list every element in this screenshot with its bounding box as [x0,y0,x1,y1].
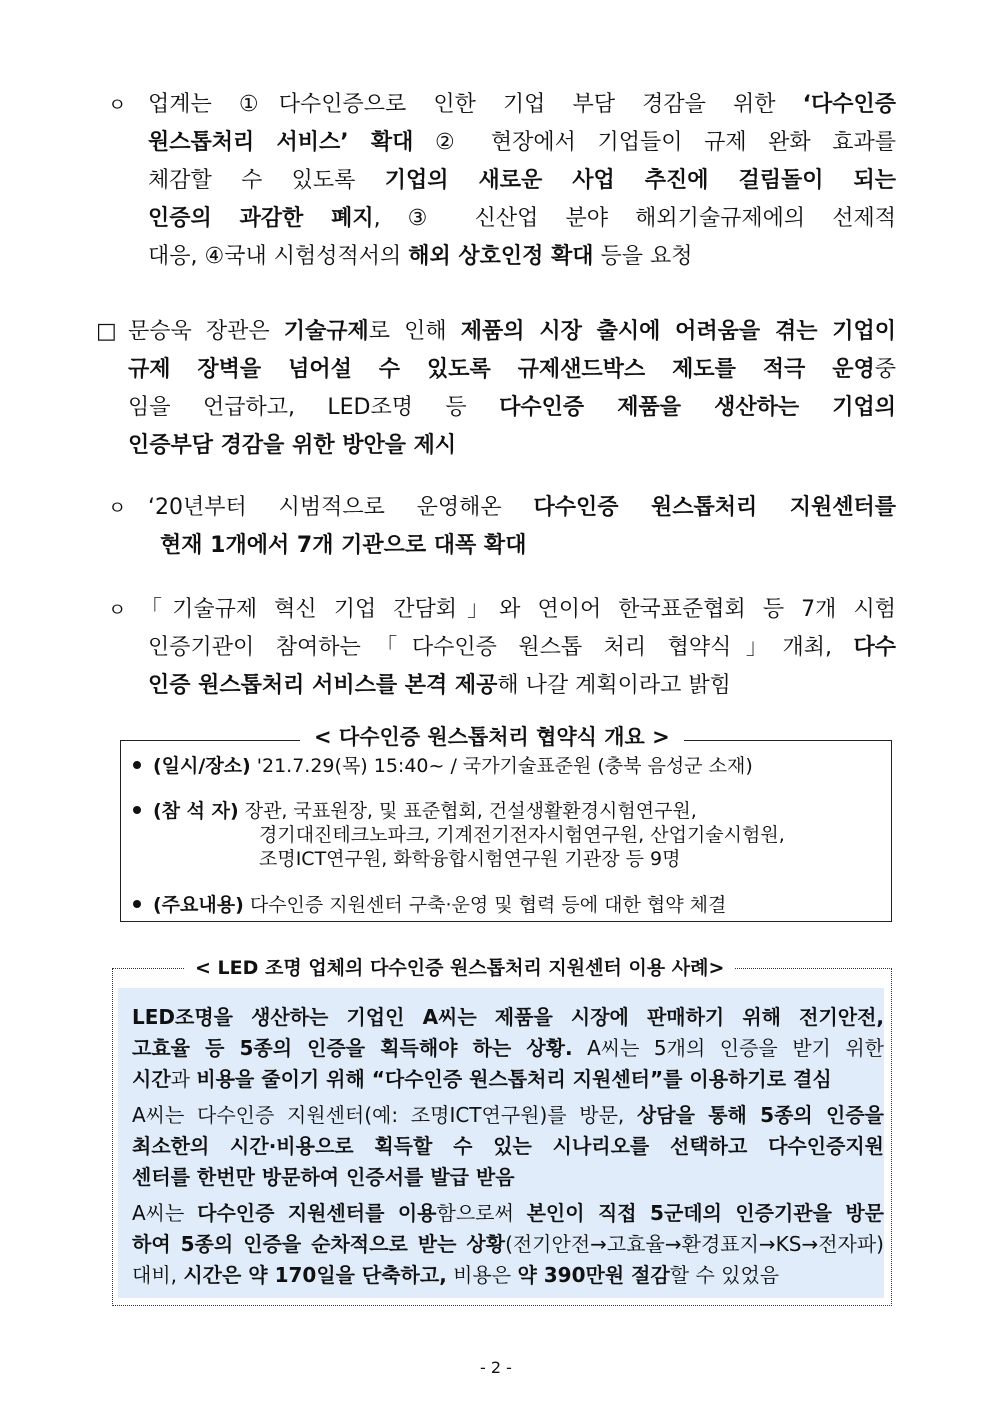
bold-text: 비용을 줄이기 위해 “다수인증 원스톱처리 지원센터”를 이용하기로 결심 [196,1067,832,1091]
page-number: - 2 - [480,1358,512,1377]
text-run: 대비, [132,1263,184,1287]
text-line [140,591,896,629]
bold-text: 약 390만원 절감 [517,1263,670,1287]
text-line [148,527,896,565]
text-run: 과 [170,1067,197,1091]
case-paragraph-1 [132,1002,884,1095]
text-line [132,1162,884,1193]
ceremony-overview-box [120,740,892,922]
bold-text: 기술규제 [283,319,369,344]
text-line [132,1100,884,1131]
overview-attendees-continued: 경기대진테크노파크, 기계전기전자시험연구원, 산업기술시험원, [259,824,785,846]
text-line [148,162,896,200]
overview-row-date-place [131,754,753,778]
text-line [132,1033,884,1064]
bold-text: 고효율 등 5종의 인증을 획득해야 하는 상황. [132,1036,573,1060]
bold-text: 본인이 직접 5군데의 인증기관을 방문 [526,1201,884,1225]
bold-text: ‘다수인증 [802,92,896,117]
text-line [148,238,896,276]
text-line [132,1002,884,1033]
bullet-dot-icon [133,900,141,908]
text-run: 해 나갈 계획이라고 밝힘 [497,673,731,698]
overview-row-attendees [131,799,697,823]
bold-text: 기업의 새로운 사업 추진에 걸림돌이 되는 [384,168,896,193]
text-line [132,1229,884,1260]
text-run: 비용은 [446,1263,518,1287]
text-line [128,389,896,427]
bold-text: 다수 [853,635,896,660]
bold-text: 다수인증 지원센터를 이용 [197,1201,437,1225]
section2-paragraph [128,351,896,465]
overview-label: (참 석 자) [153,800,239,822]
text-line [148,200,896,238]
text-line [140,667,896,705]
bold-text: 인증의 과감한 폐지 [148,206,374,231]
text-run: (전기안전→고효율→환경표지→KS→전자파) [505,1232,884,1256]
text-run: 인증기관이 참여하는「다수인증 원스톱 처리 협약식」개최, [148,635,854,660]
text-line [148,489,896,527]
bold-text: LED조명을 생산하는 기업인 A씨는 제품을 시장에 판매하기 위해 전기안전, [132,1005,884,1029]
bold-text: 시간은 약 170일을 단축하고, [183,1263,447,1287]
led-case-title: < LED 조명 업체의 다수인증 원스톱처리 지원센터 이용 사례> [185,955,734,981]
bullet-dot-icon [133,761,141,769]
text-run: 문승욱 장관은 [128,319,284,344]
text-line [132,1064,884,1095]
text-run: 중 [874,357,896,382]
text-line [148,124,896,162]
section1-paragraph [148,86,896,276]
section2-first-line [128,313,896,351]
section4-bullet: ㅇ [108,599,127,621]
text-line [128,313,896,351]
bold-text: 다수인증 제품을 생산하는 기업의 [499,395,896,420]
bullet-dot-icon [133,806,141,814]
text-run: 체감할 수 있도록 [148,168,385,193]
overview-row-main-content [131,893,726,917]
section4-paragraph [140,591,896,705]
text-run: 「기술규제 혁신 기업 간담회」와 연이어 한국표준협회 등 7개 시험 [140,597,896,622]
text-line [128,351,896,389]
text-run: A씨는 다수인증 지원센터(예: 조명ICT연구원)를 방문, [132,1103,637,1127]
bold-text: 시간 [132,1067,171,1091]
bold-text: 현재 1개에서 7개 기관으로 대폭 확대 [160,533,527,558]
text-line [132,1198,884,1229]
text-line [140,629,896,667]
text-run: ‘20년부터 시범적으로 운영해온 [148,495,534,520]
section2-bullet: □ [96,319,117,344]
text-line [148,86,896,124]
text-run: 함으로써 [436,1201,527,1225]
overview-text: 다수인증 지원센터 구축·운영 및 협력 등에 대한 협약 체결 [249,894,727,916]
text-run: , ③ 신산업 분야 해외기술규제에의 선제적 [373,206,896,231]
text-line [132,1260,884,1291]
overview-text: '21.7.29(목) 15:40~ / 국가기술표준원 (충북 음성군 소재) [256,755,753,777]
text-run: 임을 언급하고, LED조명 등 [128,395,500,420]
text-line [132,1131,884,1162]
bold-text: 다수인증 원스톱처리 지원센터를 [533,495,896,520]
overview-label: (주요내용) [153,894,244,916]
led-case-body [118,988,884,1298]
text-run: 대응, ④국내 시험성적서의 [148,244,409,269]
bold-text: 인증 원스톱처리 서비스를 본격 제공 [148,673,498,698]
bold-text: 제품의 시장 출시에 어려움을 겪는 기업이 [460,319,896,344]
text-run: ② 현장에서 기업들이 규제 완화 효과를 [413,130,896,155]
bold-text: 규제 장벽을 넘어설 수 있도록 규제샌드박스 제도를 적극 운영 [128,357,875,382]
overview-text: 장관, 국표원장, 및 표준협회, 건설생활환경시험연구원, [244,800,697,822]
overview-attendees-continued: 조명ICT연구원, 화학융합시험연구원 기관장 등 9명 [259,848,681,870]
text-run: A씨는 [132,1201,198,1225]
bold-text: 원스톱처리 서비스’ 확대 [148,130,414,155]
case-paragraph-3 [132,1198,884,1291]
section3-bullet: ㅇ [108,497,127,519]
bold-text: 하여 5종의 인증을 순차적으로 받는 상황 [132,1232,506,1256]
overview-label: (일시/장소) [153,755,251,777]
bold-text: 해외 상호인정 확대 [408,244,594,269]
bold-text: 인증부담 경감을 위한 방안을 제시 [128,433,457,458]
bold-text: 최소한의 시간·비용으로 획득할 수 있는 시나리오를 선택하고 다수인증지원 [132,1134,884,1158]
bold-text: 센터를 한번만 방문하여 인증서를 발급 받음 [132,1165,515,1189]
section3-paragraph [148,489,896,565]
bold-text: 상담을 통해 5종의 인증을 [636,1103,884,1127]
text-run: 로 인해 [368,319,461,344]
case-paragraph-2 [132,1100,884,1193]
text-run: 등을 요청 [593,244,693,269]
text-run: A씨는 5개의 인증을 받기 위한 [572,1036,884,1060]
section1-bullet: ㅇ [108,94,127,116]
text-line [128,427,896,465]
text-run: 업계는 ①다수인증으로 인한 기업 부담 경감을 위한 [148,92,803,117]
text-run: 할 수 있었음 [669,1263,780,1287]
ceremony-overview-title: < 다수인증 원스톱처리 협약식 개요 > [300,723,684,751]
